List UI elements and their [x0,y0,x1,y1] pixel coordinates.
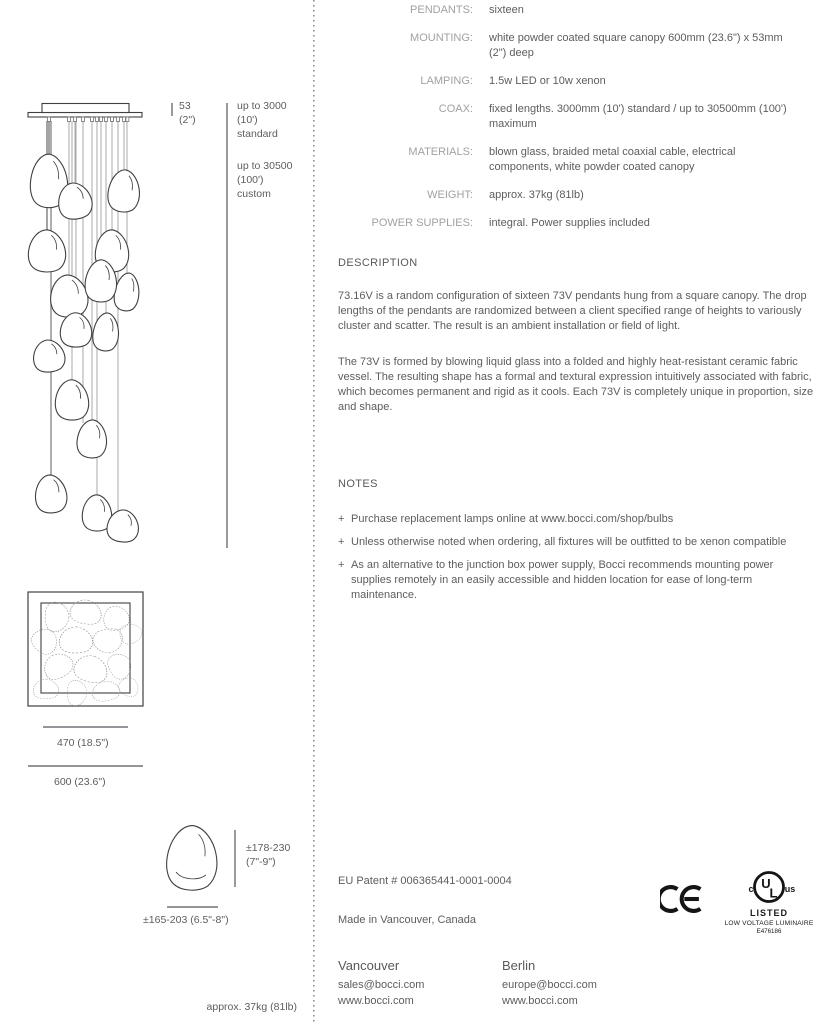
eu-patent-text: EU Patent # 006365441-0001-0004 [338,875,512,887]
technical-drawing-canvas [0,0,313,1025]
pendant-height-label: ±178-230 (7"-9") [246,842,291,868]
office-vancouver [338,957,502,1009]
weight-label: approx. 37kg (81lb) [206,1001,297,1013]
spec-row-power-supplies [338,216,808,231]
spec-row-weight [338,188,808,203]
spec-value: blown glass, braided metal coaxial cable, electrical components, white powder coated canopy [489,146,736,173]
ce-mark-icon [660,884,708,916]
svg-text:U: U [761,876,771,891]
spec-label: COAX: [438,103,473,115]
spec-label: MATERIALS: [408,146,473,158]
spec-row-materials [338,145,808,175]
pendant-width-label: ±165-203 (6.5"-8") [143,914,229,926]
offices-block [338,957,666,1009]
description-paragraph: The 73V is formed by blowing liquid glass into a folded and highly heat-resistant ceramic fabric vessel. The resulting shape has a formal and textural expression intuitively associated with fabric, which becomes permanent and rigid as it cools. Each 73V is completely unique in proportion, size and shape. [338,356,814,413]
note-item [338,535,810,550]
plus-bullet: + [338,536,345,548]
office-email: europe@bocci.com [502,979,597,991]
note-text: Purchase replacement lamps online at www.bocci.com/shop/bulbs [351,513,674,525]
note-text: As an alternative to the junction box power supply, Bocci recommends mounting power supplies remotely in an easily accessible and hidden location for ease of long-term maintenance. [351,559,774,601]
drop-custom-label: up to 30500 (100') custom [237,160,293,200]
drop-standard-label: up to 3000 (10') standard [237,100,287,140]
svg-text:us: us [784,884,796,894]
note-item [338,558,810,603]
spec-value: integral. Power supplies included [489,217,650,229]
note-text: Unless otherwise noted when ordering, all fixtures will be outfitted to be xenon compatible [351,536,787,548]
svg-text:L: L [769,885,778,901]
office-berlin [502,957,666,1009]
spec-label: LAMPING: [420,75,473,87]
plus-bullet: + [338,559,345,571]
spec-row-lamping [338,74,808,89]
single-pendant-drawing [166,825,235,907]
office-website: www.bocci.com [338,994,414,1007]
ul-category-text: LOW VOLTAGE LUMINAIRE [724,920,814,927]
plan-outer-dim-label: 600 (23.6") [54,776,106,788]
spec-label: PENDANTS: [410,4,473,16]
spec-column [338,0,824,1025]
spec-table [338,3,808,244]
description-section [338,256,820,415]
spec-value: sixteen [489,4,524,16]
spec-row-mounting [338,31,808,61]
ul-listed-mark [716,870,822,936]
ul-logo-icon [738,870,800,906]
office-city: Vancouver [338,958,400,973]
office-city: Berlin [502,958,536,973]
drawings-column [0,0,313,1025]
note-item [338,512,810,527]
spec-value: approx. 37kg (81lb) [489,189,584,201]
spec-row-coax [338,102,808,132]
ul-file-number: E476186 [756,928,782,935]
spec-value: fixed lengths. 3000mm (10') standard / up to 30500mm (100') maximum [489,103,787,130]
plus-bullet: + [338,513,345,525]
office-email: sales@bocci.com [338,979,425,991]
svg-text:c: c [748,884,754,894]
dotted-divider [313,0,315,1025]
spec-value: 1.5w LED or 10w xenon [489,75,606,87]
notes-section [338,477,820,611]
plan-inner-dim-label: 470 (18.5") [57,737,109,749]
canopy-depth-label: 53 (2") [179,100,196,126]
ul-listed-text: LISTED [749,908,788,918]
canopy-drawing [28,104,142,122]
made-in-text: Made in Vancouver, Canada [338,914,476,926]
spec-label: POWER SUPPLIES: [371,217,473,229]
pendant-cluster-drawing [28,103,227,548]
description-heading: DESCRIPTION [338,257,418,269]
notes-heading: NOTES [338,478,378,490]
office-website: www.bocci.com [502,994,578,1007]
spec-row-pendants [338,3,808,18]
spec-label: WEIGHT: [427,189,473,201]
spec-value: white powder coated square canopy 600mm (23.6") x 53mm (2") deep [489,32,783,59]
notes-list [338,512,810,603]
description-paragraph: 73.16V is a random configuration of sixteen 73V pendants hung from a square canopy. The drop lengths of the pendants are randomized between a client specified range of heights to variously cluster and scatter. The result is an ambient installation or field of light. [338,290,807,332]
spec-label: MOUNTING: [410,32,473,44]
